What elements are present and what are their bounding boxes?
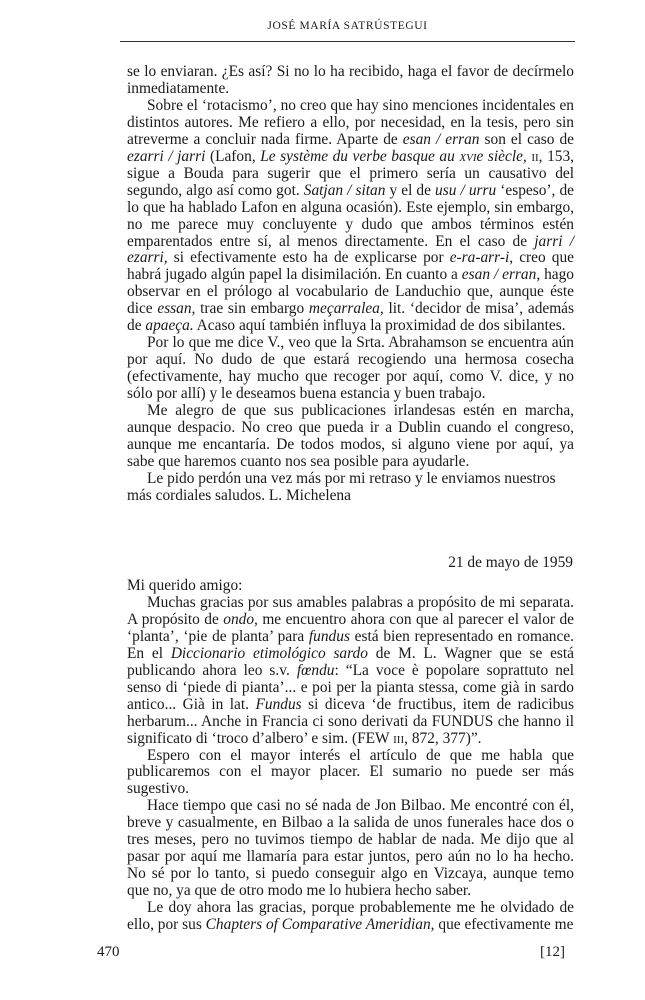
letter-1-closing: Le pido perdón una vez más por mi retraso y le enviamos nuestros más cordiales saludos. L. Michelena	[127, 469, 556, 504]
page-number: 470	[97, 944, 120, 960]
letter-2-paragraph-4: Le doy ahora las gracias, porque probablemente me he olvidado de ello, por sus Chapters of Comparative Ameridian, que efectivamente me	[127, 899, 574, 934]
letter-2-paragraph-1: Muchas gracias por sus amables palabras a propósito de mi separata. A propósito de ondo, me encuentro ahora con que al parecer el valor de ‘planta’, ‘pie de planta’ para fundus está bien representado en romance. En el Diccionario etimológico sardo de M. L. Wagner que se está publicando ahora leo s.v. fœndu: “La voce è popolare soprattuto nel senso di ‘piede di pianta’... e poi per la pianta stessa, come già in sardo antico... Già in lat. Fundus si diceva ‘de fructibus, item de radicibus herbarum... Anche in Francia ci sono derivati da FUNDUS che hanno il significato di ‘troco d’albero’ e sim. (FEW iii, 872, 377)”.	[127, 593, 575, 747]
running-head: JOSÉ MARÍA SATRÚSTEGUI	[267, 20, 428, 32]
page-sequence: [12]	[540, 944, 565, 960]
letter-1-paragraph-4: Me alegro de que sus publicaciones irlandesas estén en marcha, aunque despacio. No creo que pueda ir a Dublin cuando el congreso, aunque me encantaría. De todos modos, si alguno viene por aquí, ya sabe que haremos cuanto nos sea posible para ayudarle.	[127, 402, 574, 470]
letter-1-body	[127, 64, 574, 505]
header-rule	[120, 41, 575, 42]
letter-1-paragraph-1: se lo enviaran. ¿Es así? Si no lo ha recibido, haga el favor de decírmelo inmediatamente.	[127, 63, 574, 97]
letter-1-paragraph-3: Por lo que me dice V., veo que la Srta. Abrahamson se encuentra aún por aquí. No dudo de que estará recogiendo una hermosa cosecha (efectivamente, hay mucho que recoger por aquí, como V. dice, y no sólo por allí) y le deseamos buena estancia y buen trabajo.	[127, 334, 574, 403]
letter-1-paragraph-2: Sobre el ‘rotacismo’, no creo que hay sino menciones incidentales en distintos autores. Me refiero a ello, por necesidad, en la tesis, pero sin atreverme a concluir nada firme. Aparte de esan / erran son el caso de ezarri / jarri (Lafon, Le système du verbe basque au xvie siècle, ii, 153, sigue a Bouda para sugerir que el primero sería un causativo del segundo, algo así como got. Satjan / sitan y el de usu / urru ‘espeso’, de lo que ha hablado Lafon en alguna ocasión). Este ejemplo, sin embargo, no me parece muy concluyente y dudo que ambos términos estén emparentados entre sí, al menos directamente. En el caso de jarri / ezarri, si efectivamente esto ha de explicarse por e-ra-arr-i, creo que habrá jugado algún papel la disimilación. En cuanto a esan / erran, hago observar en el prólogo al vocabulario de Landuchio que, aunque éste dice essan, trae sin embargo meçarralea, lit. ‘decidor de misa’, además de apaeça. Acaso aquí también influya la proximidad de dos sibilantes.	[127, 96, 575, 335]
letter-2-body	[127, 578, 574, 934]
letter-2-paragraph-3: Hace tiempo que casi no sé nada de Jon Bilbao. Me encontré con él, breve y casualmente, en Bilbao a la salida de unos funerales hace dos o tres meses, pero no tuvimos tiempo de hablar de nada. Me dijo que al pasar por aquí me llamaría para estar juntos, pero aún no lo ha hecho. No sé por lo tanto, si puedo conseguir algo en Vizcaya, aunque temo que no, ya que de otro modo me lo hubiera hecho saber.	[127, 797, 574, 900]
letter-2-paragraph-2: Espero con el mayor interés el artículo de que me habla que publicaremos con el mayor placer. El sumario no puede ser más sugestivo.	[127, 746, 574, 798]
letter-2-date: 21 de mayo de 1959	[448, 554, 573, 571]
letter-2-salutation: Mi querido amigo:	[127, 577, 243, 594]
